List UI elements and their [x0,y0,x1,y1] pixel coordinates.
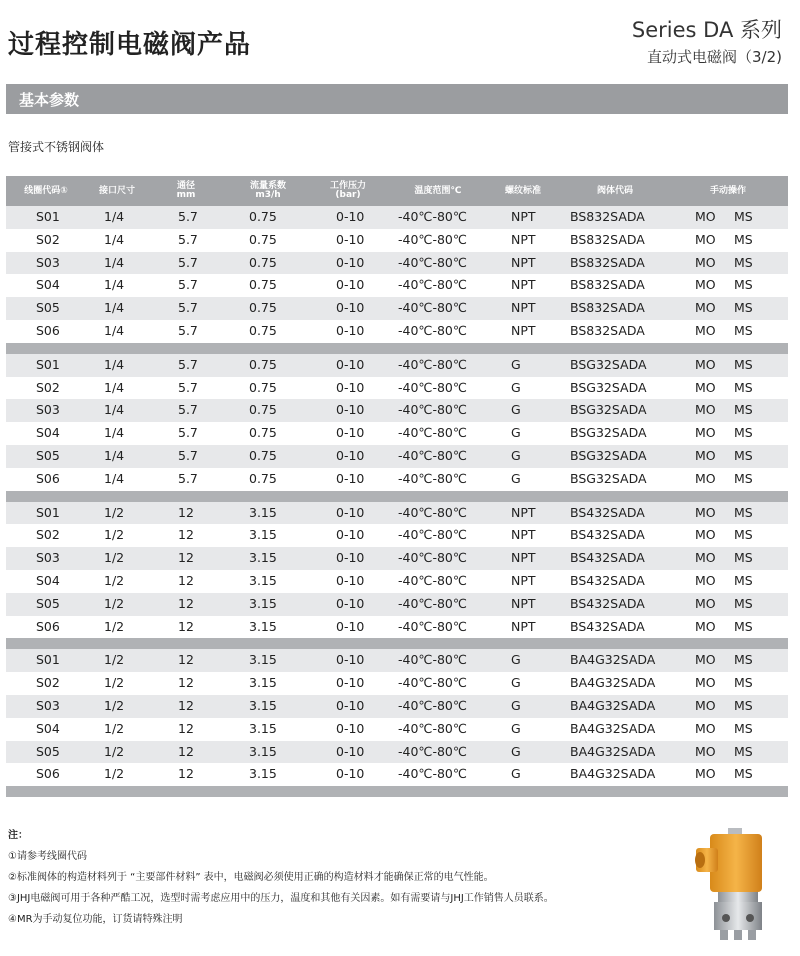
cell-flow: 3.15 [249,504,277,520]
cell-coil: S02 [36,675,60,691]
cell-coil: S01 [36,209,60,224]
cell-port: 1/2 [104,595,125,611]
cell-bore: 5.7 [178,470,198,486]
cell-flow: 3.15 [249,595,277,611]
cell-pressure: 0-10 [336,766,365,782]
cell-coil: S03 [36,254,60,270]
cell-port: 1/4 [104,425,125,441]
cell-manual-ms: MS [734,504,753,520]
table-row [6,320,788,343]
table-body [6,206,788,797]
cell-temp: -40℃-80℃ [398,675,467,691]
header-manual: 手动操作 [709,185,746,196]
cell-temp: -40℃-80℃ [398,618,467,634]
cell-thread: NPT [511,231,536,247]
cell-port: 1/4 [104,209,125,224]
cell-coil: S04 [36,572,60,588]
cell-manual-ms: MS [734,697,753,713]
cell-pressure: 0-10 [336,675,365,691]
table-row [6,695,788,718]
cell-pressure: 0-10 [336,425,365,441]
cell-coil: S03 [36,550,60,566]
cell-bore: 12 [178,766,194,782]
cell-bore: 12 [178,675,194,691]
table-header [6,176,788,206]
cell-thread: G [511,743,521,759]
table-row [6,252,788,275]
cell-manual-ms: MS [734,277,753,293]
cell-manual-mo: MO [695,527,716,543]
cell-port: 1/2 [104,572,125,588]
cell-temp: -40℃-80℃ [398,743,467,759]
cell-thread: NPT [511,572,536,588]
cell-flow: 3.15 [249,618,277,634]
cell-port: 1/4 [104,231,125,247]
cell-thread: NPT [511,595,536,611]
cell-coil: S02 [36,379,60,395]
table-row [6,649,788,672]
cell-port: 1/2 [104,527,125,543]
note-item: ①请参考线圈代码 [8,851,87,862]
cell-temp: -40℃-80℃ [398,697,467,713]
cell-code: BA4G32SADA [570,652,656,668]
cell-pressure: 0-10 [336,652,365,668]
cell-thread: G [511,402,521,418]
cell-port: 1/4 [104,254,125,270]
header-pressure-unit: (bar) [335,190,361,200]
cell-port: 1/4 [104,322,125,338]
cell-code: BA4G32SADA [570,675,656,691]
cell-pressure: 0-10 [336,300,365,316]
cell-port: 1/2 [104,766,125,782]
cell-port: 1/4 [104,277,125,293]
cell-flow: 0.75 [249,402,277,418]
cell-manual-ms: MS [734,447,753,463]
cell-coil: S06 [36,470,60,486]
cell-pressure: 0-10 [336,595,365,611]
series-subtitle: 直动式电磁阀（3/2) [647,48,782,66]
cell-manual-ms: MS [734,652,753,668]
cell-pressure: 0-10 [336,743,365,759]
series-label: Series DA 系列 [631,18,782,42]
cell-flow: 0.75 [249,277,277,293]
header-flow-unit: m3/h [255,190,281,200]
cell-bore: 12 [178,720,194,736]
cell-temp: -40℃-80℃ [398,379,467,395]
header-code: 阀体代码 [596,185,633,196]
cell-flow: 3.15 [249,743,277,759]
cell-manual-mo: MO [695,356,716,372]
cell-bore: 12 [178,652,194,668]
cell-manual-ms: MS [734,231,753,247]
cell-manual-ms: MS [734,572,753,588]
cell-code: BS832SADA [570,254,645,270]
cell-port: 1/4 [104,470,125,486]
cell-pressure: 0-10 [336,209,365,224]
table-row [6,399,788,422]
cell-code: BA4G32SADA [570,743,656,759]
cell-flow: 0.75 [249,425,277,441]
cell-thread: NPT [511,527,536,543]
cell-coil: S01 [36,356,60,372]
cell-coil: S03 [36,402,60,418]
cell-manual-mo: MO [695,550,716,566]
cell-code: BSG32SADA [570,447,647,463]
cell-bore: 5.7 [178,209,198,224]
cell-thread: NPT [511,300,536,316]
cell-code: BS432SADA [570,572,645,588]
cell-bore: 12 [178,572,194,588]
cell-coil: S06 [36,766,60,782]
cell-manual-mo: MO [695,720,716,736]
cell-port: 1/2 [104,675,125,691]
cell-manual-ms: MS [734,402,753,418]
cell-manual-ms: MS [734,322,753,338]
cell-temp: -40℃-80℃ [398,470,467,486]
table-row [6,468,788,491]
table-row [6,377,788,400]
cell-manual-mo: MO [695,300,716,316]
cell-coil: S06 [36,322,60,338]
note-item: ③JHJ电磁阀可用于各种严酷工况，选型时需考虑应用中的压力，温度和其他有关因素。如有需要请与JHJ工作销售人员联系。 [8,893,554,904]
cell-thread: G [511,379,521,395]
cell-flow: 3.15 [249,675,277,691]
cell-manual-mo: MO [695,447,716,463]
cell-port: 1/2 [104,504,125,520]
cell-temp: -40℃-80℃ [398,231,467,247]
notes-title: 注： [8,830,28,841]
header-flow-name: 流量系数 [249,181,286,191]
header-temp: 温度范围℃ [414,185,462,196]
cell-pressure: 0-10 [336,231,365,247]
cell-port: 1/2 [104,618,125,634]
cell-bore: 12 [178,527,194,543]
cell-code: BS832SADA [570,300,645,316]
section-bar [6,84,788,114]
cell-temp: -40℃-80℃ [398,572,467,588]
cell-thread: NPT [511,277,536,293]
table-row [6,297,788,320]
cell-bore: 5.7 [178,379,198,395]
cell-pressure: 0-10 [336,697,365,713]
cell-manual-ms: MS [734,425,753,441]
table-row [6,206,788,229]
page-title: 过程控制电磁阀产品 [8,30,252,60]
group-separator [6,343,788,354]
cell-thread: G [511,470,521,486]
cell-manual-mo: MO [695,322,716,338]
cell-coil: S04 [36,720,60,736]
table-row [6,502,788,525]
cell-thread: G [511,766,521,782]
cell-manual-ms: MS [734,300,753,316]
cell-bore: 12 [178,743,194,759]
cell-code: BS432SADA [570,550,645,566]
cell-code: BS832SADA [570,231,645,247]
cell-bore: 5.7 [178,322,198,338]
table-row [6,274,788,297]
cell-code: BA4G32SADA [570,697,656,713]
cell-code: BA4G32SADA [570,766,656,782]
notes [8,825,554,930]
cell-code: BS832SADA [570,209,645,224]
cell-temp: -40℃-80℃ [398,595,467,611]
cell-flow: 0.75 [249,447,277,463]
cell-pressure: 0-10 [336,527,365,543]
table-row [6,547,788,570]
cell-pressure: 0-10 [336,504,365,520]
cell-flow: 3.15 [249,550,277,566]
cell-manual-ms: MS [734,356,753,372]
table-row [6,570,788,593]
cell-temp: -40℃-80℃ [398,550,467,566]
cell-temp: -40℃-80℃ [398,504,467,520]
cell-temp: -40℃-80℃ [398,277,467,293]
table-row [6,354,788,377]
parameter-table [6,176,788,797]
cell-coil: S05 [36,300,60,316]
cell-flow: 3.15 [249,652,277,668]
cell-pressure: 0-10 [336,447,365,463]
cell-thread: G [511,652,521,668]
header-bore [166,176,206,206]
cell-coil: S02 [36,527,60,543]
cell-bore: 5.7 [178,447,198,463]
cell-thread: G [511,675,521,691]
cell-flow: 0.75 [249,322,277,338]
cell-manual-mo: MO [695,572,716,588]
cell-thread: NPT [511,504,536,520]
cell-code: BSG32SADA [570,470,647,486]
cell-code: BS432SADA [570,527,645,543]
cell-temp: -40℃-80℃ [398,209,467,224]
cell-manual-ms: MS [734,209,753,224]
cell-bore: 5.7 [178,231,198,247]
cell-port: 1/2 [104,720,125,736]
cell-pressure: 0-10 [336,254,365,270]
cell-temp: -40℃-80℃ [398,402,467,418]
solenoid-valve-icon [688,826,778,942]
header-bore-unit: mm [176,190,196,200]
cell-flow: 0.75 [249,300,277,316]
cell-manual-ms: MS [734,254,753,270]
cell-thread: NPT [511,209,536,224]
cell-manual-mo: MO [695,379,716,395]
cell-manual-mo: MO [695,675,716,691]
cell-bore: 12 [178,697,194,713]
header-flow [238,176,298,206]
cell-thread: NPT [511,550,536,566]
cell-manual-mo: MO [695,402,716,418]
table-row [6,741,788,764]
section-title: 基本参数 [19,91,80,109]
cell-flow: 3.15 [249,572,277,588]
cell-port: 1/4 [104,402,125,418]
cell-manual-mo: MO [695,766,716,782]
cell-code: BSG32SADA [570,356,647,372]
cell-temp: -40℃-80℃ [398,356,467,372]
cell-flow: 3.15 [249,766,277,782]
cell-code: BS432SADA [570,504,645,520]
cell-flow: 0.75 [249,379,277,395]
cell-port: 1/2 [104,652,125,668]
cell-code: BS832SADA [570,277,645,293]
cell-coil: S04 [36,277,60,293]
cell-manual-ms: MS [734,550,753,566]
cell-temp: -40℃-80℃ [398,652,467,668]
cell-code: BSG32SADA [570,379,647,395]
cell-pressure: 0-10 [336,470,365,486]
cell-coil: S05 [36,595,60,611]
cell-manual-mo: MO [695,470,716,486]
cell-temp: -40℃-80℃ [398,766,467,782]
cell-manual-ms: MS [734,618,753,634]
cell-pressure: 0-10 [336,720,365,736]
group-separator [6,786,788,797]
cell-manual-ms: MS [734,675,753,691]
cell-thread: NPT [511,254,536,270]
cell-coil: S01 [36,652,60,668]
cell-bore: 5.7 [178,254,198,270]
cell-flow: 0.75 [249,470,277,486]
cell-pressure: 0-10 [336,618,365,634]
cell-pressure: 0-10 [336,277,365,293]
cell-flow: 0.75 [249,356,277,372]
cell-port: 1/2 [104,697,125,713]
header-bore-name: 通径 [176,181,195,191]
cell-thread: G [511,720,521,736]
cell-manual-ms: MS [734,379,753,395]
cell-pressure: 0-10 [336,402,365,418]
cell-bore: 12 [178,618,194,634]
cell-coil: S05 [36,447,60,463]
note-item: ②标准阀体的构造材料列于 “主要部件材料” 表中，电磁阀必须使用正确的构造材料才能确保正常的电气性能。 [8,872,494,883]
cell-manual-mo: MO [695,504,716,520]
header-port: 接口尺寸 [98,185,135,196]
cell-pressure: 0-10 [336,550,365,566]
cell-code: BSG32SADA [570,425,647,441]
table-row [6,616,788,639]
cell-coil: S02 [36,231,60,247]
cell-coil: S03 [36,697,60,713]
cell-thread: G [511,356,521,372]
cell-pressure: 0-10 [336,322,365,338]
cell-port: 1/2 [104,743,125,759]
cell-manual-ms: MS [734,720,753,736]
cell-manual-ms: MS [734,527,753,543]
table-row [6,524,788,547]
cell-flow: 0.75 [249,209,277,224]
cell-manual-mo: MO [695,652,716,668]
cell-code: BA4G32SADA [570,720,656,736]
header-coil: 线圈代码① [24,185,68,196]
cell-temp: -40℃-80℃ [398,254,467,270]
cell-coil: S04 [36,425,60,441]
cell-pressure: 0-10 [336,356,365,372]
cell-thread: G [511,425,521,441]
cell-port: 1/4 [104,379,125,395]
cell-port: 1/4 [104,300,125,316]
cell-bore: 12 [178,504,194,520]
cell-manual-ms: MS [734,743,753,759]
group-separator [6,491,788,502]
cell-manual-mo: MO [695,277,716,293]
cell-manual-mo: MO [695,231,716,247]
cell-port: 1/2 [104,550,125,566]
cell-code: BSG32SADA [570,402,647,418]
cell-temp: -40℃-80℃ [398,425,467,441]
cell-bore: 12 [178,595,194,611]
cell-port: 1/4 [104,447,125,463]
cell-code: BS432SADA [570,595,645,611]
cell-temp: -40℃-80℃ [398,720,467,736]
cell-manual-ms: MS [734,766,753,782]
cell-manual-mo: MO [695,697,716,713]
cell-bore: 5.7 [178,425,198,441]
table-row [6,763,788,786]
cell-coil: S05 [36,743,60,759]
cell-manual-ms: MS [734,595,753,611]
cell-port: 1/4 [104,356,125,372]
header-pressure-name: 工作压力 [329,181,366,191]
cell-coil: S06 [36,618,60,634]
cell-manual-mo: MO [695,618,716,634]
cell-thread: G [511,697,521,713]
cell-flow: 3.15 [249,697,277,713]
cell-bore: 12 [178,550,194,566]
table-row [6,718,788,741]
cell-bore: 5.7 [178,300,198,316]
cell-manual-mo: MO [695,743,716,759]
note-item: ④MR为手动复位功能，订货请特殊注明 [8,914,183,925]
group-separator [6,638,788,649]
cell-bore: 5.7 [178,402,198,418]
cell-temp: -40℃-80℃ [398,527,467,543]
cell-manual-mo: MO [695,254,716,270]
cell-manual-mo: MO [695,595,716,611]
table-row [6,672,788,695]
table-row [6,229,788,252]
cell-temp: -40℃-80℃ [398,322,467,338]
cell-thread: NPT [511,322,536,338]
cell-flow: 3.15 [249,720,277,736]
header-pressure [318,176,378,206]
cell-bore: 5.7 [178,277,198,293]
cell-manual-mo: MO [695,425,716,441]
cell-flow: 3.15 [249,527,277,543]
cell-flow: 0.75 [249,254,277,270]
table-row [6,422,788,445]
cell-flow: 0.75 [249,231,277,247]
cell-code: BS432SADA [570,618,645,634]
cell-code: BS832SADA [570,322,645,338]
table-row [6,445,788,468]
header-thread: 螺纹标准 [504,185,541,196]
cell-bore: 5.7 [178,356,198,372]
cell-pressure: 0-10 [336,379,365,395]
cell-pressure: 0-10 [336,572,365,588]
cell-temp: -40℃-80℃ [398,300,467,316]
cell-thread: G [511,447,521,463]
table-subheading: 管接式不锈钢阀体 [8,140,105,154]
cell-manual-ms: MS [734,470,753,486]
cell-coil: S01 [36,504,60,520]
cell-temp: -40℃-80℃ [398,447,467,463]
table-row [6,593,788,616]
cell-thread: NPT [511,618,536,634]
cell-manual-mo: MO [695,209,716,224]
